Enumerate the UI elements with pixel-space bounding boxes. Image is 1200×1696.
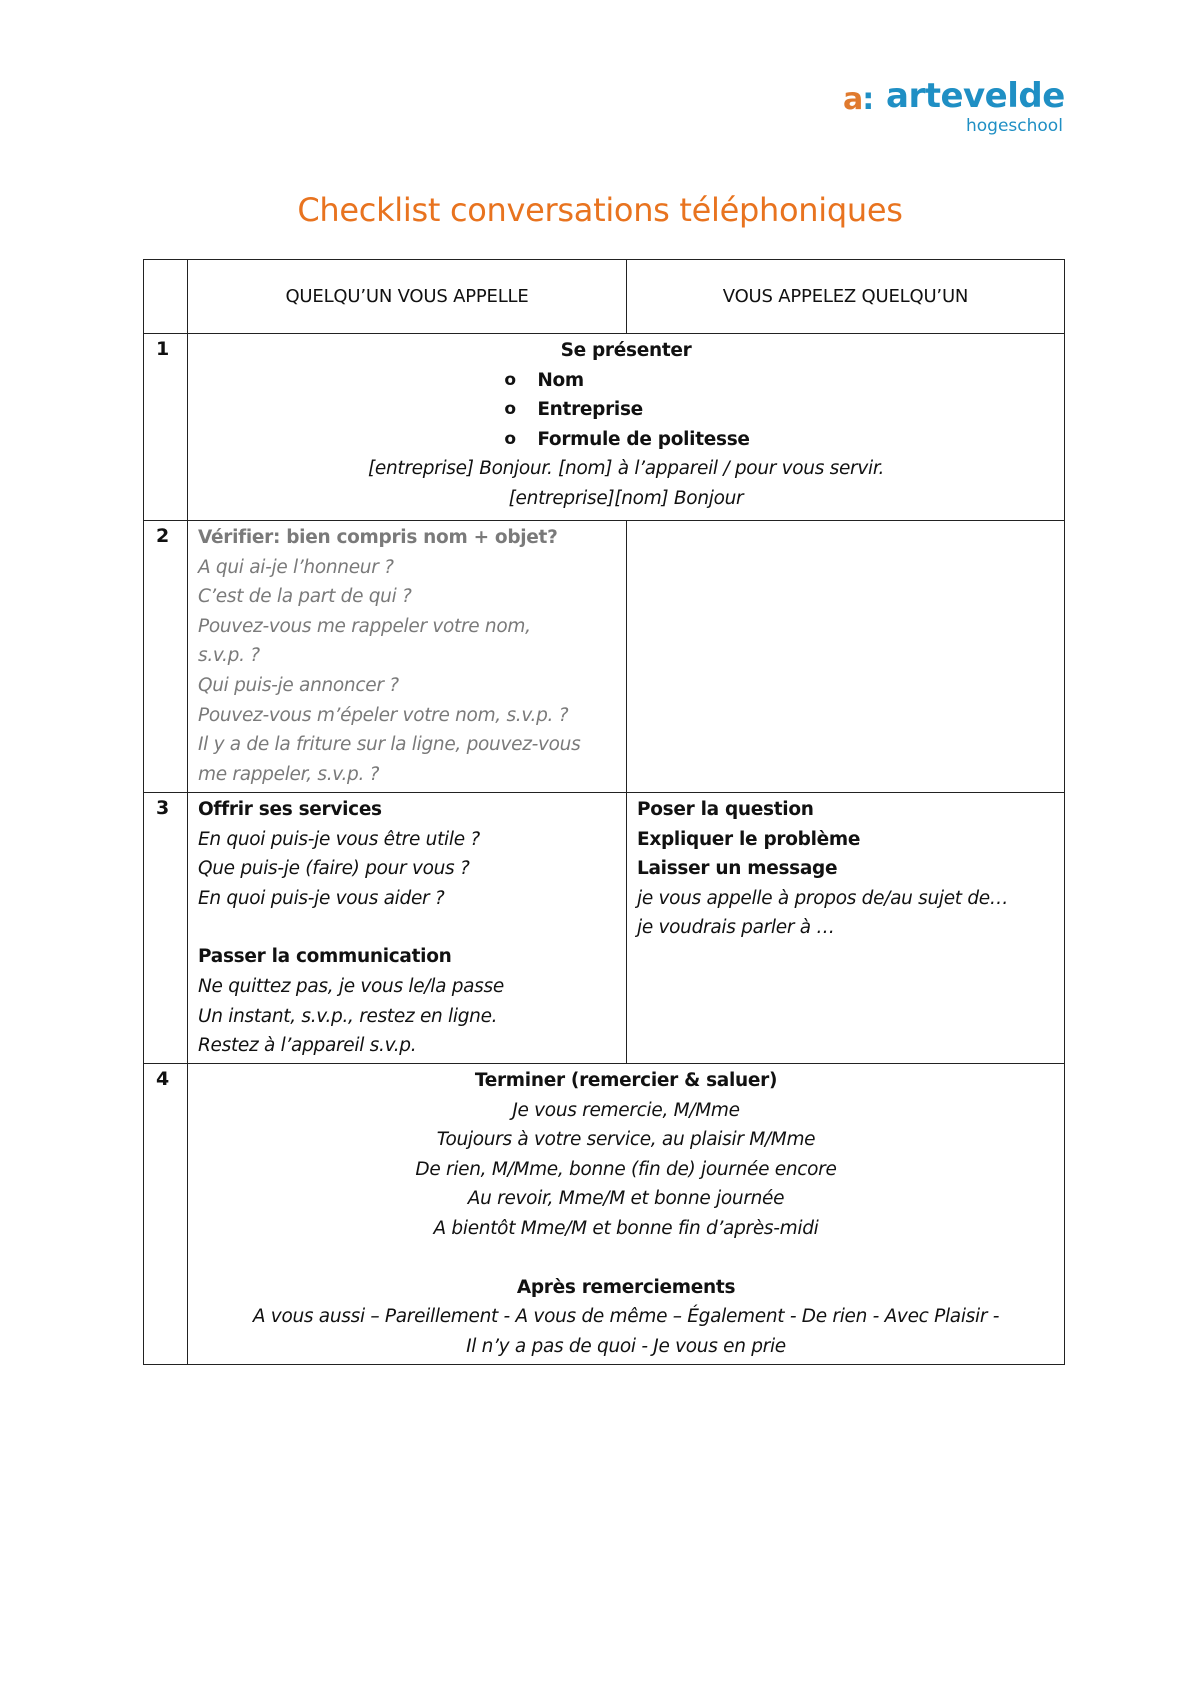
list-item xyxy=(502,395,749,425)
table-row xyxy=(144,1064,1065,1365)
bullet-text: Entreprise xyxy=(537,399,643,421)
logo-mark-a: a xyxy=(843,82,863,117)
row2-outgoing-cell xyxy=(627,521,1065,793)
row3-heading-message: Laisser un message xyxy=(637,858,838,880)
row-number: 1 xyxy=(144,334,188,521)
row4-heading-after-thanks: Après remerciements xyxy=(516,1276,736,1298)
table-row xyxy=(144,521,1065,793)
example-line: De rien, M/Mme, bonne (fin de) journée encore xyxy=(415,1158,837,1180)
header-empty-cell xyxy=(144,260,188,334)
example-line: Restez à l’appareil s.v.p. xyxy=(198,1035,417,1057)
logo-mark-colon: : xyxy=(862,82,874,117)
example-line: C’est de la part de qui ? xyxy=(198,586,412,608)
list-item xyxy=(502,366,749,396)
example-line: [entreprise] Bonjour. [nom] à l’appareil / pour vous servir. xyxy=(367,458,885,480)
row1-bullet-list xyxy=(502,366,749,455)
example-line: Ne quittez pas, je vous le/la passe xyxy=(198,975,504,997)
example-line: Je vous remercie, M/Mme xyxy=(512,1099,740,1121)
table-row xyxy=(144,793,1065,1064)
row1-content xyxy=(188,334,1065,521)
list-item xyxy=(502,425,749,455)
row2-incoming-cell xyxy=(188,521,627,793)
table-row xyxy=(144,334,1065,521)
example-line: En quoi puis-je vous être utile ? xyxy=(198,828,480,850)
example-line: Au revoir, Mme/M et bonne journée xyxy=(467,1188,785,1210)
row1-heading: Se présenter xyxy=(560,340,692,361)
example-line: Un instant, s.v.p., restez en ligne. xyxy=(198,1005,498,1027)
row2-heading: Vérifier: bien compris nom + objet? xyxy=(198,527,558,548)
example-line: me rappeler, s.v.p. ? xyxy=(198,763,380,785)
row-number: 3 xyxy=(144,793,188,1064)
header-outgoing-call: VOUS APPELEZ QUELQU’UN xyxy=(627,260,1065,334)
example-line: je vous appelle à propos de/au sujet de… xyxy=(637,887,1009,909)
row3-incoming-cell xyxy=(188,793,627,1064)
example-line: Pouvez-vous m’épeler votre nom, s.v.p. ? xyxy=(198,704,569,726)
spacer xyxy=(198,913,616,942)
logo-mark xyxy=(843,82,873,117)
artevelde-logo xyxy=(843,76,1068,136)
checklist-table xyxy=(143,259,1065,1365)
example-line: Pouvez-vous me rappeler votre nom, xyxy=(198,615,531,637)
row3-heading-explain: Expliquer le problème xyxy=(637,828,861,850)
row3-outgoing-cell xyxy=(627,793,1065,1064)
circle-bullet-icon: o xyxy=(504,369,516,390)
example-line: Il y a de la friture sur la ligne, pouvez-vous xyxy=(198,734,581,756)
example-line: Que puis-je (faire) pour vous ? xyxy=(198,858,470,880)
row4-content xyxy=(188,1064,1065,1365)
logo-subtitle: hogeschool xyxy=(966,116,1063,136)
example-line: En quoi puis-je vous aider ? xyxy=(198,887,445,909)
bullet-text: Nom xyxy=(537,369,584,391)
row-number: 2 xyxy=(144,521,188,793)
header-incoming-call: QUELQU’UN VOUS APPELLE xyxy=(188,260,627,334)
table-header-row xyxy=(144,260,1065,334)
row-number: 4 xyxy=(144,1064,188,1365)
example-line: [entreprise][nom] Bonjour xyxy=(508,487,744,509)
page-title: Checklist conversations téléphoniques xyxy=(297,191,903,229)
circle-bullet-icon: o xyxy=(504,399,516,420)
example-line: je voudrais parler à … xyxy=(637,917,835,939)
bullet-text: Formule de politesse xyxy=(537,428,750,450)
row4-heading-end: Terminer (remercier & saluer) xyxy=(474,1070,778,1091)
logo-name: artevelde xyxy=(886,76,1065,116)
spacer xyxy=(198,1244,1054,1273)
example-line: Il n’y a pas de quoi - Je vous en prie xyxy=(466,1335,786,1357)
row3-heading-transfer: Passer la communication xyxy=(198,946,452,968)
example-line: A qui ai-je l’honneur ? xyxy=(198,556,394,578)
example-line: Toujours à votre service, au plaisir M/Mme xyxy=(436,1129,816,1151)
row3-heading-ask: Poser la question xyxy=(637,799,814,820)
row3-heading-offer: Offrir ses services xyxy=(198,799,382,820)
example-line: Qui puis-je annoncer ? xyxy=(198,674,399,696)
example-line: s.v.p. ? xyxy=(198,645,260,667)
circle-bullet-icon: o xyxy=(504,428,516,449)
example-line: A bientôt Mme/M et bonne fin d’après-midi xyxy=(433,1217,819,1239)
example-line: A vous aussi – Pareillement - A vous de même – Également - De rien - Avec Plaisir - xyxy=(252,1306,1000,1328)
